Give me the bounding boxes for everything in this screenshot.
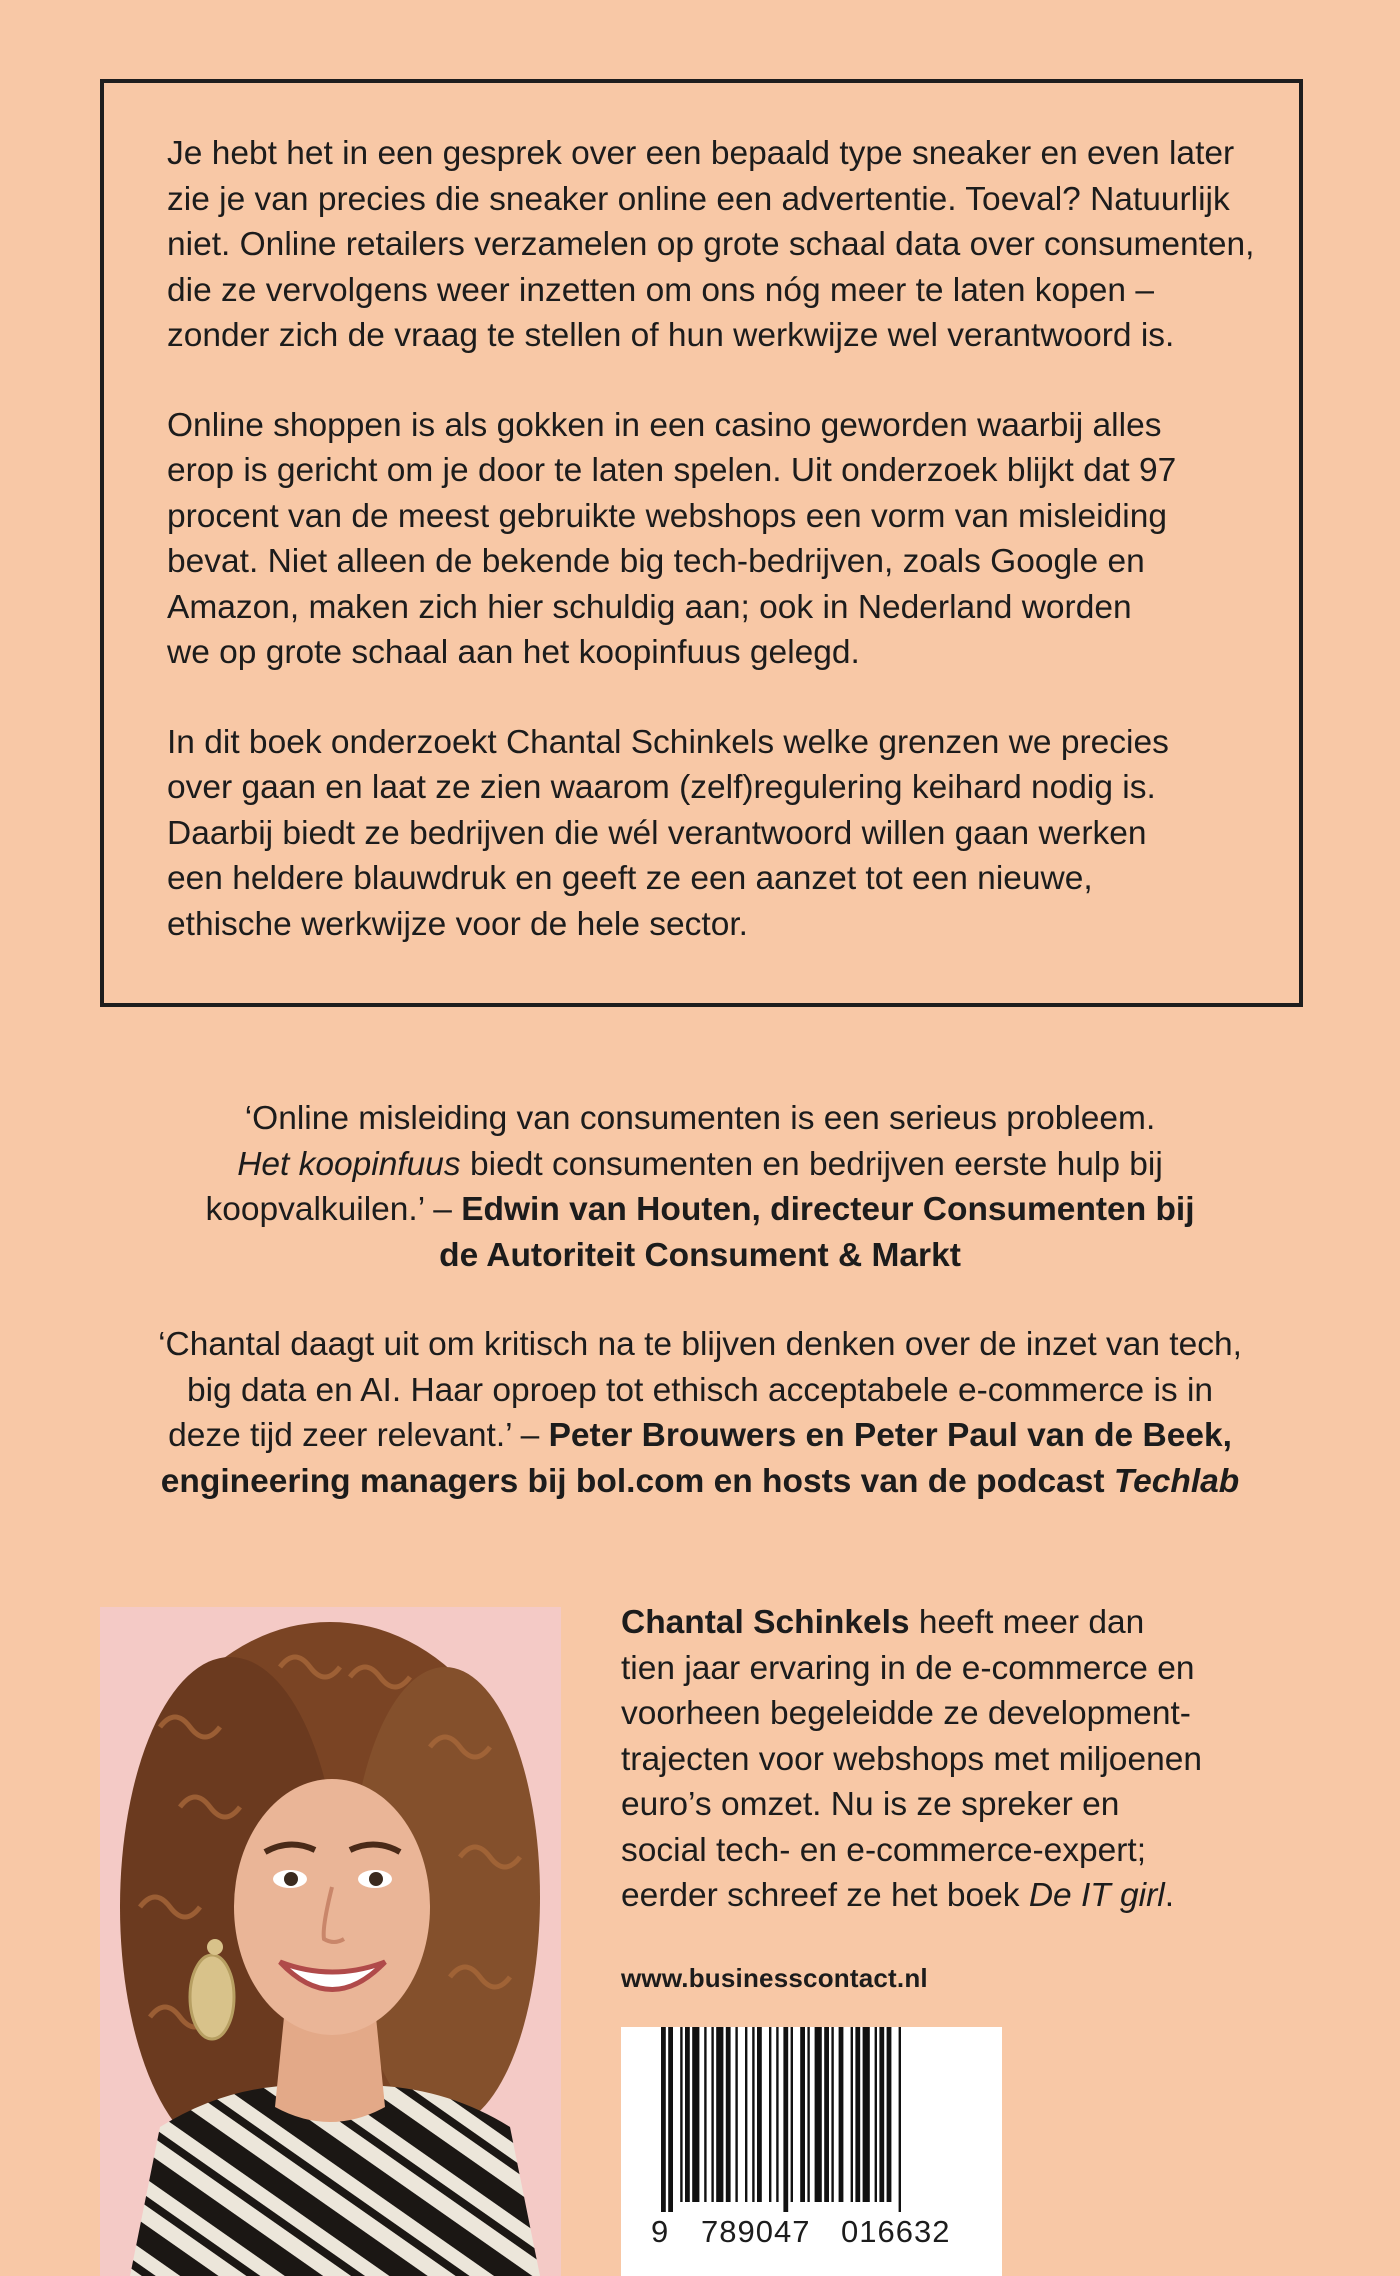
barcode-bar bbox=[711, 2027, 713, 2202]
endorsement-quote-1: ‘Online misleiding van consumenten is een serieus probleem. Het koopinfuus biedt consumenten en bedrijven eerste hulp bij koopvalkuilen.’ – Edwin van Houten, directeur Consumenten bij de Autoriteit Consument & Markt bbox=[205, 1100, 1195, 1274]
barcode-bar bbox=[735, 2027, 737, 2202]
barcode-bar bbox=[776, 2027, 778, 2202]
endorsements bbox=[90, 1096, 1310, 1548]
barcode-bar bbox=[887, 2027, 892, 2202]
author-photo bbox=[100, 1607, 561, 2276]
barcode-bar bbox=[807, 2027, 809, 2202]
author-name: Chantal Schinkels bbox=[621, 1604, 910, 1641]
blurb-paragraph-2: Online shoppen is als gokken in een casino geworden waarbij alles erop is gericht om je door te laten spelen. Uit onderzoek blijkt dat 97 procent van de meest gebruikte webshops een vorm van misleiding bevat. Niet alleen de bekende big tech-bedrijven, zoals Google en Amazon, maken zich hier schuldig aan; ook in Nederland worden we op grote schaal aan het koopinfuus gelegd. bbox=[167, 406, 1177, 671]
author-bio: Chantal Schinkels heeft meer dan tien jaar ervaring in de e-commerce en voorheen begeleidde ze development- trajecten voor webshops met miljoenen euro’s omzet. Nu is ze spreker en social tech- en e-commerce-expert; eerder schreef ze het boek De IT girl. bbox=[621, 1604, 1202, 1914]
barcode-bar bbox=[815, 2027, 822, 2202]
barcode-bar bbox=[704, 2027, 706, 2202]
barcode-bar bbox=[685, 2027, 690, 2202]
barcode-group-1: 789047 bbox=[701, 2214, 811, 2249]
barcode-bar bbox=[668, 2027, 673, 2212]
barcode-bar bbox=[851, 2027, 853, 2202]
barcode-bar bbox=[824, 2027, 829, 2202]
barcode-bar bbox=[769, 2027, 771, 2202]
blurb-paragraph-1: Je hebt het in een gesprek over een bepaald type sneaker en even later zie je van precies die sneaker online een advertentie. Toeval? Natuurlijk niet. Online retailers verzamelen op grote schaal data over consumenten, die ze vervolgens weer inzetten om ons nóg meer te laten kopen – zonder zich de vraag te stellen of hun werkwijze wel verantwoord is. bbox=[167, 135, 1255, 354]
barcode-bar bbox=[839, 2027, 844, 2202]
barcode-bar bbox=[680, 2027, 682, 2202]
author-portrait-image bbox=[100, 1607, 561, 2276]
barcode-bar bbox=[726, 2027, 731, 2202]
quote-attribution: de Autoriteit Consument & Markt bbox=[439, 1236, 961, 1274]
quote-attribution: Peter Brouwers en Peter Paul van de Beek, bbox=[548, 1417, 1232, 1454]
barcode-first-digit: 9 bbox=[651, 2214, 670, 2249]
barcode-bar bbox=[899, 2027, 901, 2212]
barcode-bar bbox=[831, 2027, 833, 2202]
blurb-box bbox=[100, 79, 1303, 1007]
isbn-barcode bbox=[621, 2027, 1002, 2276]
barcode-bar bbox=[875, 2027, 877, 2202]
barcode-bar bbox=[783, 2027, 788, 2212]
barcode-bar bbox=[855, 2027, 860, 2202]
barcode-bar bbox=[757, 2027, 762, 2202]
blurb-paragraph-3: In dit boek onderzoekt Chantal Schinkels welke grenzen we precies over gaan en laat ze zien waarom (zelf)regulering keihard nodig is. Daarbij biedt ze bedrijven die wél verantwoord willen gaan werken een heldere blauwdruk en geeft ze een aanzet tot een nieuwe, ethische werkwijze voor de hele sector. bbox=[167, 723, 1169, 943]
quote-attribution: engineering managers bij bol.com en hosts van de podcast bbox=[160, 1462, 1114, 1500]
quote-attribution: Edwin van Houten, directeur Consumenten bij bbox=[461, 1191, 1195, 1228]
barcode-bar bbox=[791, 2027, 793, 2202]
barcode-bar bbox=[752, 2027, 754, 2202]
endorsement-quote-2: ‘Chantal daagt uit om kritisch na te blijven denken over de inzet van tech, big data en AI. Haar oproep tot ethisch acceptabele e-commerce is in deze tijd zeer relevant.’ – Peter Brouwers en Peter Paul van de Beek, engineering managers bij bol.com en hosts van de podcast Techlab bbox=[158, 1326, 1242, 1500]
barcode-bar bbox=[716, 2027, 723, 2202]
barcode-bars bbox=[621, 2027, 1002, 2212]
publisher-website: www.businesscontact.nl bbox=[621, 1963, 928, 1993]
blurb-text bbox=[167, 131, 1267, 991]
barcode-bar bbox=[879, 2027, 884, 2202]
barcode-bar bbox=[863, 2027, 870, 2202]
barcode-bar bbox=[692, 2027, 699, 2202]
barcode-group-2: 016632 bbox=[841, 2214, 951, 2249]
barcode-bar bbox=[800, 2027, 805, 2202]
barcode-bar bbox=[745, 2027, 747, 2202]
barcode-bar bbox=[661, 2027, 666, 2212]
